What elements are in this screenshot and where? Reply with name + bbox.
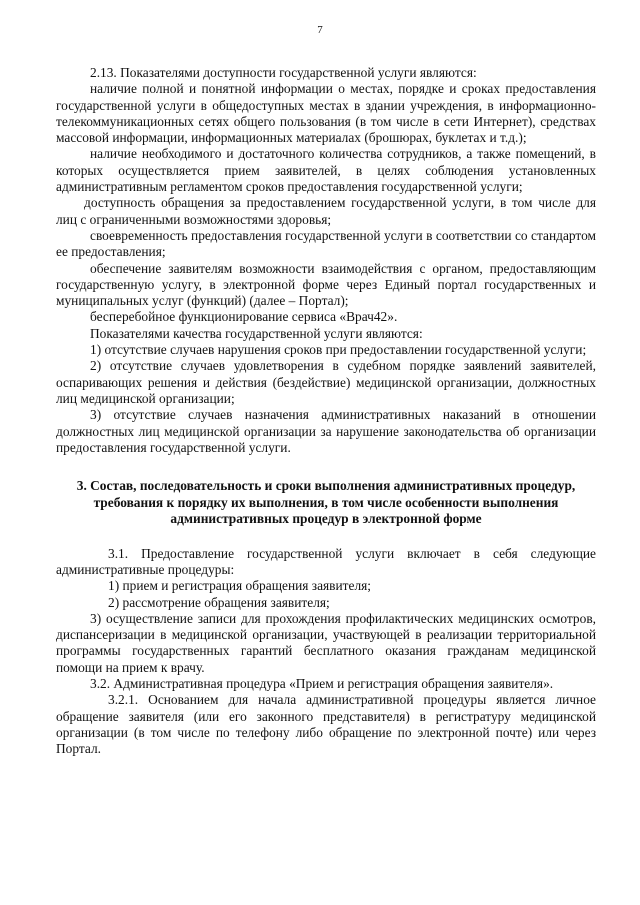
section-heading: 3. Состав, последовательность и сроки выполнения административных процедур, требования к порядку их выполнения, в том числе особенности выполнения административных процедур в электронной форме	[76, 478, 576, 527]
list-item-1: 1) прием и регистрация обращения заявителя;	[108, 578, 372, 594]
paragraph-quality-indicators: Показателями качества государственной услуги являются:	[90, 325, 423, 341]
paragraph-info-availability: наличие полной и понятной информации о местах, порядке и сроках предоставления государственной услуги в общедоступных местах в здании учреждения, в информационно-телекоммуникационных сетях общего пользования (в том числе в сети Интернет), средствах массовой информации, информационных материалах (брошюрах, буклетах и т.д.);	[56, 81, 596, 146]
list-item-3: 3) осуществление записи для прохождения профилактических медицинских осмотров, диспансеризации в медицинской организации, участвующей в реализации территориальной программы государственных гарантий бесплатного оказания гражданам медицинской помощи на прием к врачу.	[56, 610, 596, 675]
paragraph-2-13: 2.13. Показателями доступности государственной услуги являются:	[90, 65, 477, 80]
paragraph-quality-1: 1) отсутствие случаев нарушения сроков при предоставлении государственной услуги;	[90, 342, 587, 358]
paragraph-3-1: 3.1. Предоставление государственной услуги включает в себя следующие административные процедуры:	[56, 545, 596, 577]
list-item-2: 2) рассмотрение обращения заявителя;	[108, 594, 330, 610]
paragraph-electronic-interaction: обеспечение заявителям возможности взаимодействия с органом, предоставляющим государственную услугу, в электронной форме через Единый портал государственных и муниципальных услуг (функций) (далее – Портал);	[56, 260, 596, 309]
paragraph-service-operation: бесперебойное функционирование сервиса «Врач42».	[90, 309, 398, 325]
paragraph-quality-3: 3) отсутствие случаев назначения административных наказаний в отношении должностных лиц медицинской организации за нарушение законодательства об организации предоставления государственной услуги.	[56, 407, 596, 455]
paragraph-3-2: 3.2. Административная процедура «Прием и регистрация обращения заявителя».	[90, 676, 554, 691]
paragraph-quality-2: 2) отсутствие случаев удовлетворения в судебном порядке заявлений заявителей, оспаривающих решения и действия (бездействие) медицинской организации, должностных лиц медицинской организации;	[56, 358, 596, 406]
document-body	[56, 65, 596, 757]
paragraph-accessibility: доступность обращения за предоставлением государственной услуги, в том числе для лиц с ограниченными возможностями здоровья;	[56, 195, 596, 227]
paragraph-staff-premises: наличие необходимого и достаточного количества сотрудников, а также помещений, в которых осуществляется прием заявителей, в целях соблюдения установленных административным регламентом сроков предоставления государственной услуги;	[56, 146, 596, 195]
paragraph-3-2-1: 3.2.1. Основанием для начала административной процедуры является личное обращение заявителя (или его законного представителя) в регистратуру медицинской организации (в том числе по телефону либо обращение по электронной почте) или через Портал.	[56, 692, 596, 757]
page-number: 7	[317, 24, 323, 36]
paragraph-timeliness: своевременность предоставления государственной услуги в соответствии со стандартом ее предоставления;	[56, 227, 596, 260]
